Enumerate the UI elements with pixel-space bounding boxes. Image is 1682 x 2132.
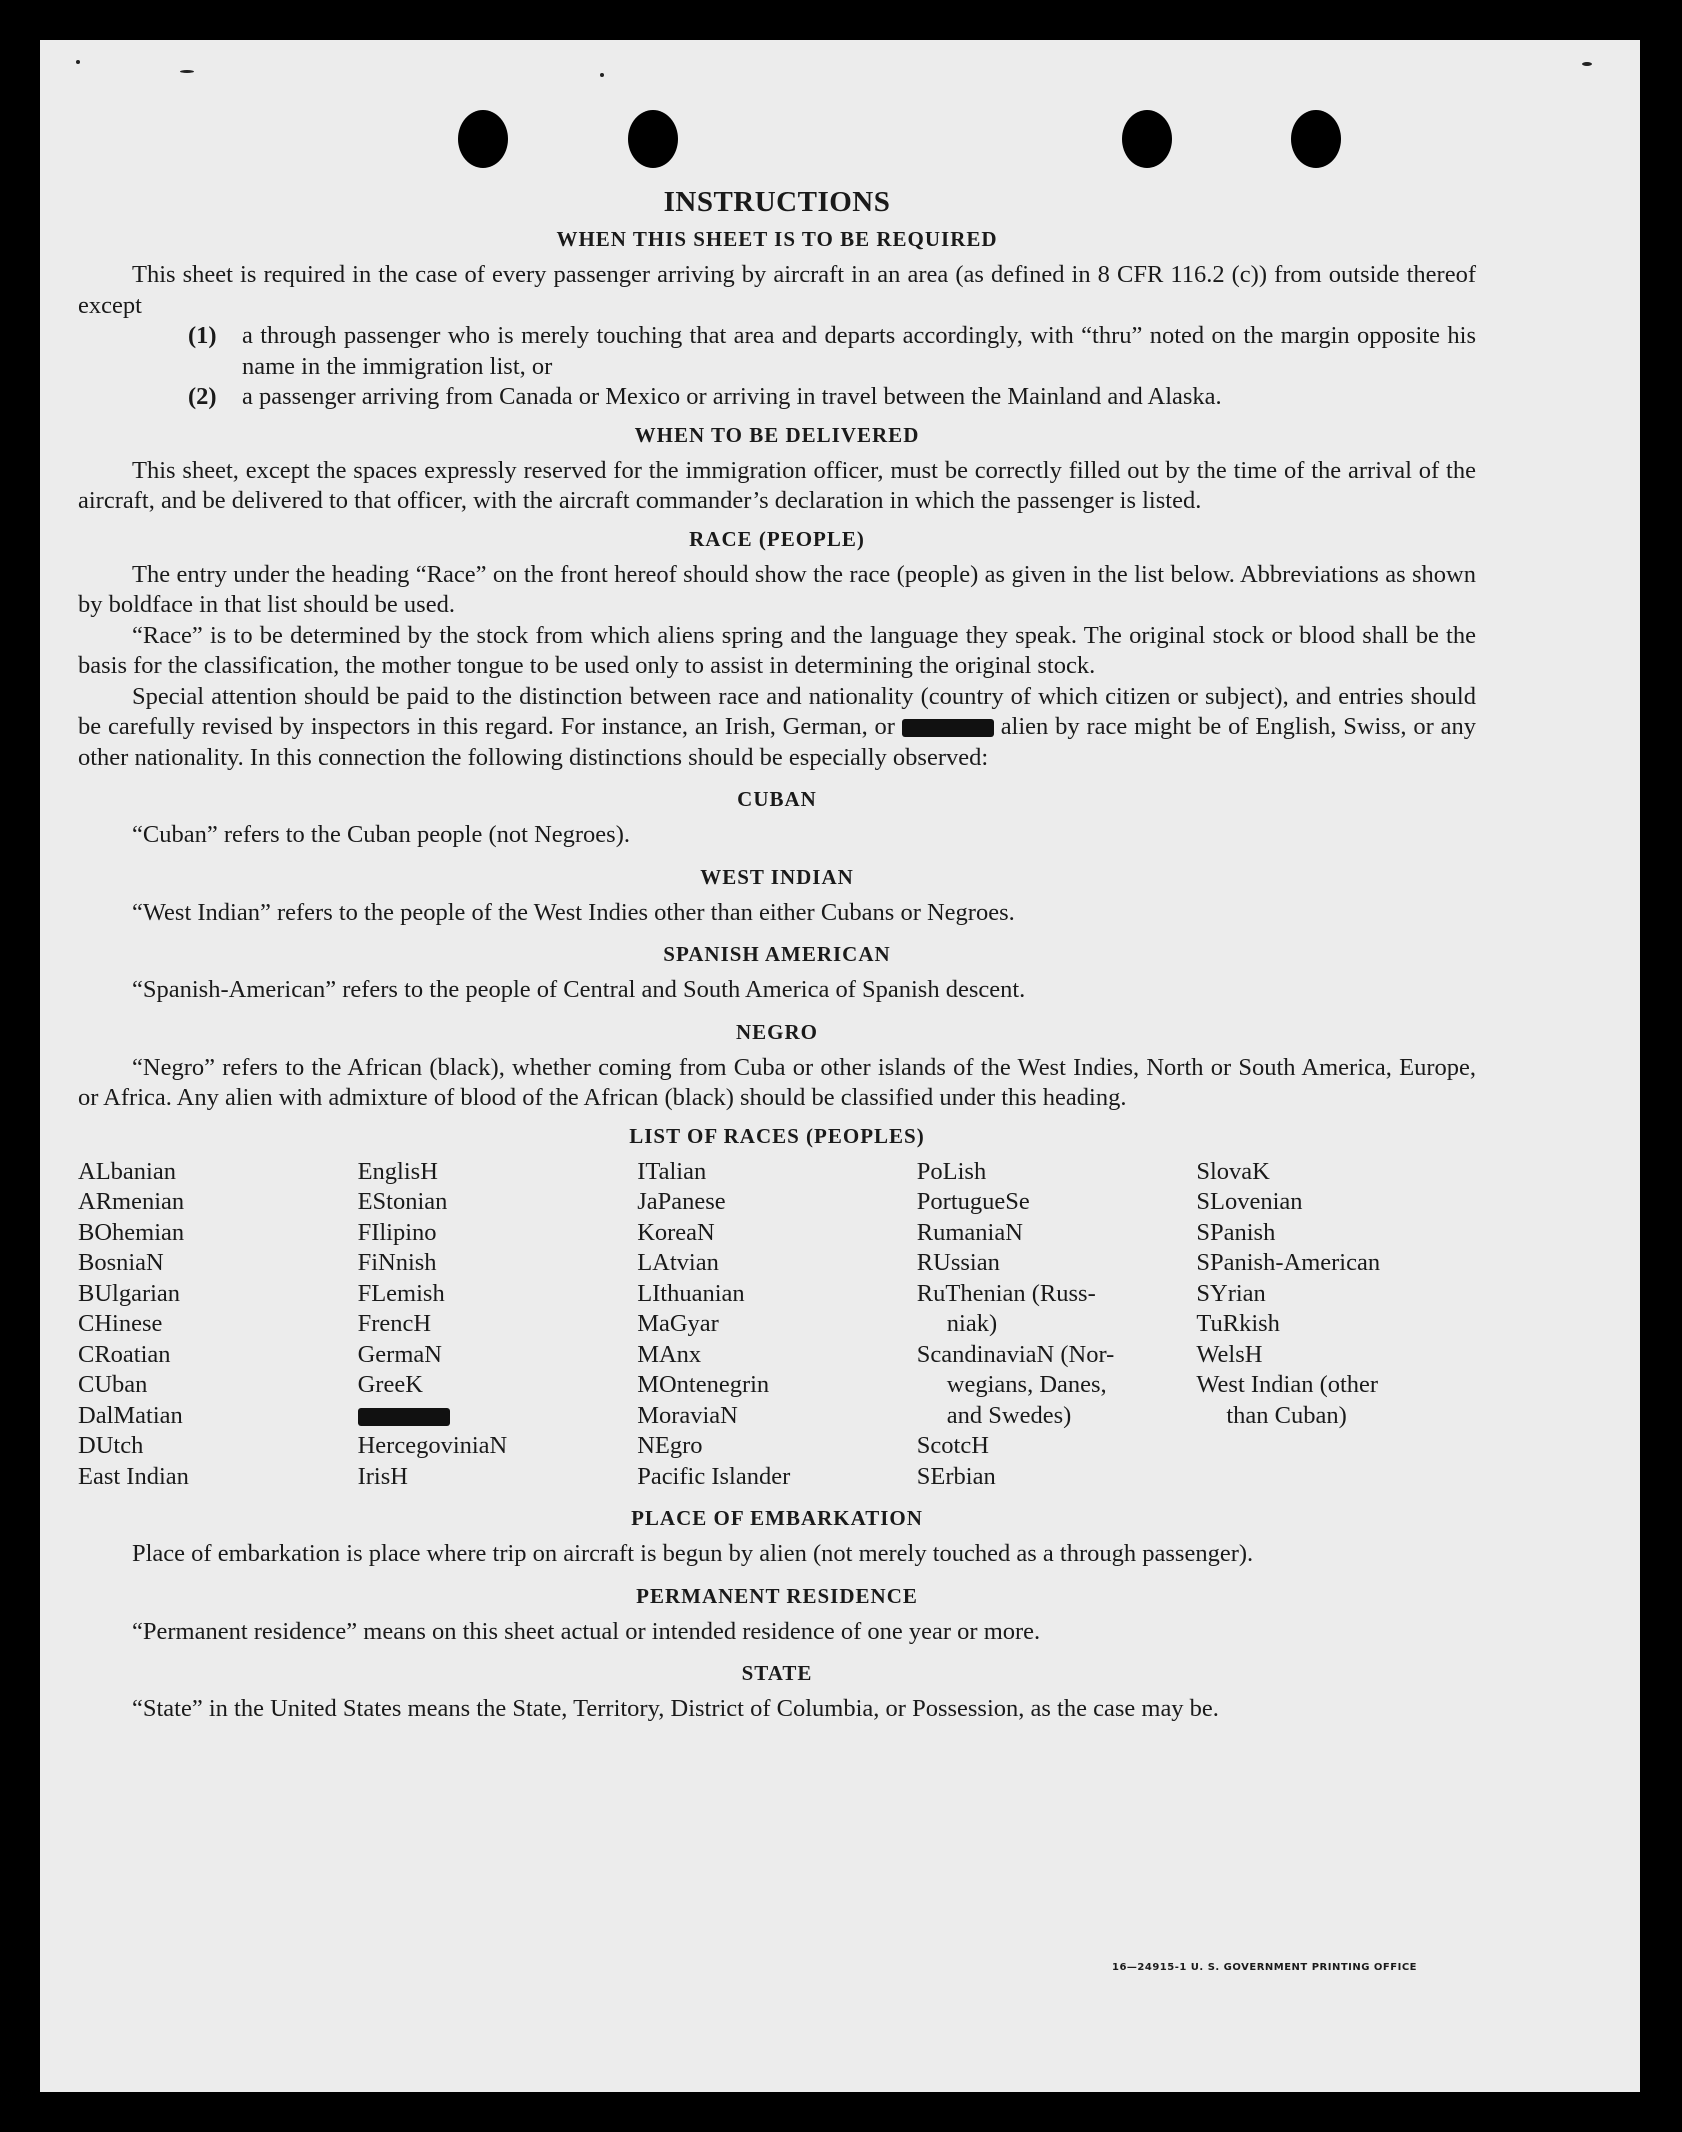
embarkation-text: Place of embarkation is place where trip on aircraft is begun by alien (not merely touched as a through passenger). <box>132 1540 1254 1567</box>
race-item: SErbian <box>916 1462 996 1490</box>
state-text: “State” in the United States means the State, Territory, District of Columbia, or Possession, as the case may be. <box>132 1695 1219 1722</box>
race-item: PoLish <box>916 1157 987 1185</box>
race-item: RuThenian (Russ- <box>916 1279 1096 1307</box>
race-item: than Cuban) <box>1226 1401 1347 1429</box>
race-item: SYrian <box>1196 1279 1266 1307</box>
race-item: ScotcH <box>916 1432 989 1459</box>
race-item: LAtvian <box>637 1249 719 1276</box>
permanent-residence-text: “Permanent residence” means on this sheet actual or intended residence of one year or more. <box>132 1617 1041 1645</box>
race-item: TuRkish <box>1196 1310 1280 1337</box>
race-item: NEgro <box>637 1432 703 1459</box>
race-item: SPanish <box>1196 1218 1276 1246</box>
race-item: SlovaK <box>1196 1157 1270 1185</box>
race-item: MAnx <box>637 1340 702 1368</box>
race-item: RUssian <box>916 1249 1000 1276</box>
race-item-redacted <box>358 1401 638 1432</box>
race-item: IrisH <box>357 1462 408 1490</box>
heading-spanish-american: SPANISH AMERICAN <box>663 942 891 966</box>
redaction-mark <box>358 1408 450 1426</box>
redaction-mark <box>902 719 994 737</box>
spanish-american-text: “Spanish-American” refers to the people of Central and South America of Spanish descent. <box>132 976 1026 1003</box>
race-item: SLovenian <box>1196 1188 1303 1215</box>
cuban-text: “Cuban” refers to the Cuban people (not Negroes). <box>132 821 630 848</box>
heading-race: RACE (PEOPLE) <box>689 526 865 551</box>
race-item: ARmenian <box>78 1188 185 1215</box>
exception-number: (1) <box>188 322 217 349</box>
race-column <box>637 1157 917 1493</box>
race-item: EStonian <box>357 1188 448 1215</box>
race-paragraph-3-a: Special attention should be paid to the distinction between race and nationality (country of which citizen or subject), and entries should be carefully revised by inspectors in this regard. For instance, an Irish, German, or <box>78 682 1476 740</box>
race-item: BosniaN <box>78 1249 164 1276</box>
race-item: SPanish-American <box>1196 1249 1381 1276</box>
race-item: JaPanese <box>637 1188 726 1215</box>
exception-item <box>188 382 1476 413</box>
heading-when-required: WHEN THIS SHEET IS TO BE REQUIRED <box>556 227 998 251</box>
speck <box>600 73 604 77</box>
heading-cuban: CUBAN <box>737 787 817 811</box>
race-item: CHinese <box>78 1310 163 1337</box>
race-item: KoreaN <box>637 1218 715 1246</box>
page-title: INSTRUCTIONS <box>663 186 891 218</box>
exception-text: a passenger arriving from Canada or Mexico or arriving in travel between the Mainland and Alaska. <box>242 383 1222 410</box>
negro-text: “Negro” refers to the African (black), whether coming from Cuba or other islands of the West Indies, North or South America, Europe, or Africa. Any alien with admixture of blood of the African (black) should be classified under this heading. <box>78 1053 1476 1111</box>
race-item: ITalian <box>637 1157 707 1185</box>
speck <box>180 70 194 73</box>
race-item: and Swedes) <box>946 1401 1072 1429</box>
race-item: FLemish <box>357 1279 445 1307</box>
race-item: East Indian <box>78 1462 189 1490</box>
race-item: CRoatian <box>78 1340 171 1368</box>
race-item: Pacific Islander <box>637 1462 791 1490</box>
race-paragraph-3-b: alien by race might be of English, Swiss, or any other nationality. In this connection the following distinctions should be especially observed: <box>78 713 1477 771</box>
instructions-content <box>78 186 1476 1725</box>
race-item: GreeK <box>357 1371 423 1398</box>
race-item: RumaniaN <box>916 1218 1023 1246</box>
when-delivered-text: This sheet, except the spaces expressly reserved for the immigration officer, must be correctly filled out by the time of the arrival of the aircraft, and be delivered to that officer, with the aircraft commander’s declaration in which the passenger is listed. <box>78 456 1476 514</box>
punch-hole <box>458 110 508 168</box>
race-item: MoraviaN <box>637 1401 738 1429</box>
race-item: ALbanian <box>78 1157 176 1185</box>
heading-embarkation: PLACE OF EMBARKATION <box>631 1506 923 1530</box>
race-column <box>358 1157 638 1493</box>
race-item: MaGyar <box>637 1310 719 1337</box>
when-required-intro: This sheet is required in the case of every passenger arriving by aircraft in an area (as defined in 8 CFR 116.2 (c)) from outside thereof except <box>78 261 1476 319</box>
race-item: BUlgarian <box>78 1279 181 1307</box>
race-column <box>917 1157 1197 1493</box>
race-paragraph-1: The entry under the heading “Race” on the front hereof should show the race (people) as given in the list below. Abbreviations as shown by boldface in that list should be used. <box>78 560 1476 618</box>
exception-number: (2) <box>188 383 217 410</box>
speck <box>1582 62 1592 66</box>
exception-item <box>188 321 1476 382</box>
race-column <box>1196 1157 1476 1493</box>
race-item: WelsH <box>1196 1340 1263 1368</box>
speck <box>76 60 80 64</box>
race-item: FIlipino <box>357 1218 437 1246</box>
race-paragraph-3 <box>78 682 1476 774</box>
printer-imprint: 16—24915-1 U. S. GOVERNMENT PRINTING OFFICE <box>1112 1962 1417 1973</box>
race-item: DUtch <box>78 1432 144 1459</box>
race-item: DalMatian <box>78 1401 183 1429</box>
race-paragraph-2: “Race” is to be determined by the stock from which aliens spring and the language they speak. The original stock or blood shall be the basis for the classification, the mother tongue to be used only to assist in determining the original stock. <box>78 621 1476 679</box>
race-item: West Indian (other <box>1196 1371 1379 1398</box>
heading-when-delivered: WHEN TO BE DELIVERED <box>634 422 920 447</box>
race-column <box>78 1157 358 1493</box>
exception-text: a through passenger who is merely touching that area and departs accordingly, with “thru” noted on the margin opposite his name in the immigration list, or <box>242 322 1476 380</box>
race-item: HercegoviniaN <box>357 1432 508 1459</box>
race-item: LIthuanian <box>637 1279 745 1307</box>
race-item: BOhemian <box>78 1218 185 1246</box>
heading-list-of-races: LIST OF RACES (PEOPLES) <box>629 1123 925 1148</box>
heading-state: STATE <box>741 1661 813 1685</box>
race-item: wegians, Danes, <box>946 1371 1107 1398</box>
punch-hole <box>1291 110 1341 168</box>
race-item: CUban <box>78 1371 148 1398</box>
punch-hole <box>628 110 678 168</box>
race-list <box>78 1157 1476 1493</box>
race-item: niak) <box>946 1310 998 1337</box>
race-item: EnglisH <box>357 1157 438 1185</box>
race-item: FiNnish <box>357 1249 437 1276</box>
race-item: GermaN <box>357 1340 442 1368</box>
west-indian-text: “West Indian” refers to the people of the West Indies other than either Cubans or Negroes. <box>132 898 1015 926</box>
race-item: PortugueSe <box>916 1188 1030 1215</box>
punch-hole <box>1122 110 1172 168</box>
race-item: FrencH <box>357 1310 432 1337</box>
heading-negro: NEGRO <box>735 1019 818 1044</box>
race-item: MOntenegrin <box>637 1371 770 1398</box>
heading-west-indian: WEST INDIAN <box>700 864 854 889</box>
race-item: ScandinaviaN (Nor- <box>916 1340 1115 1368</box>
heading-permanent-residence: PERMANENT RESIDENCE <box>636 1583 918 1608</box>
